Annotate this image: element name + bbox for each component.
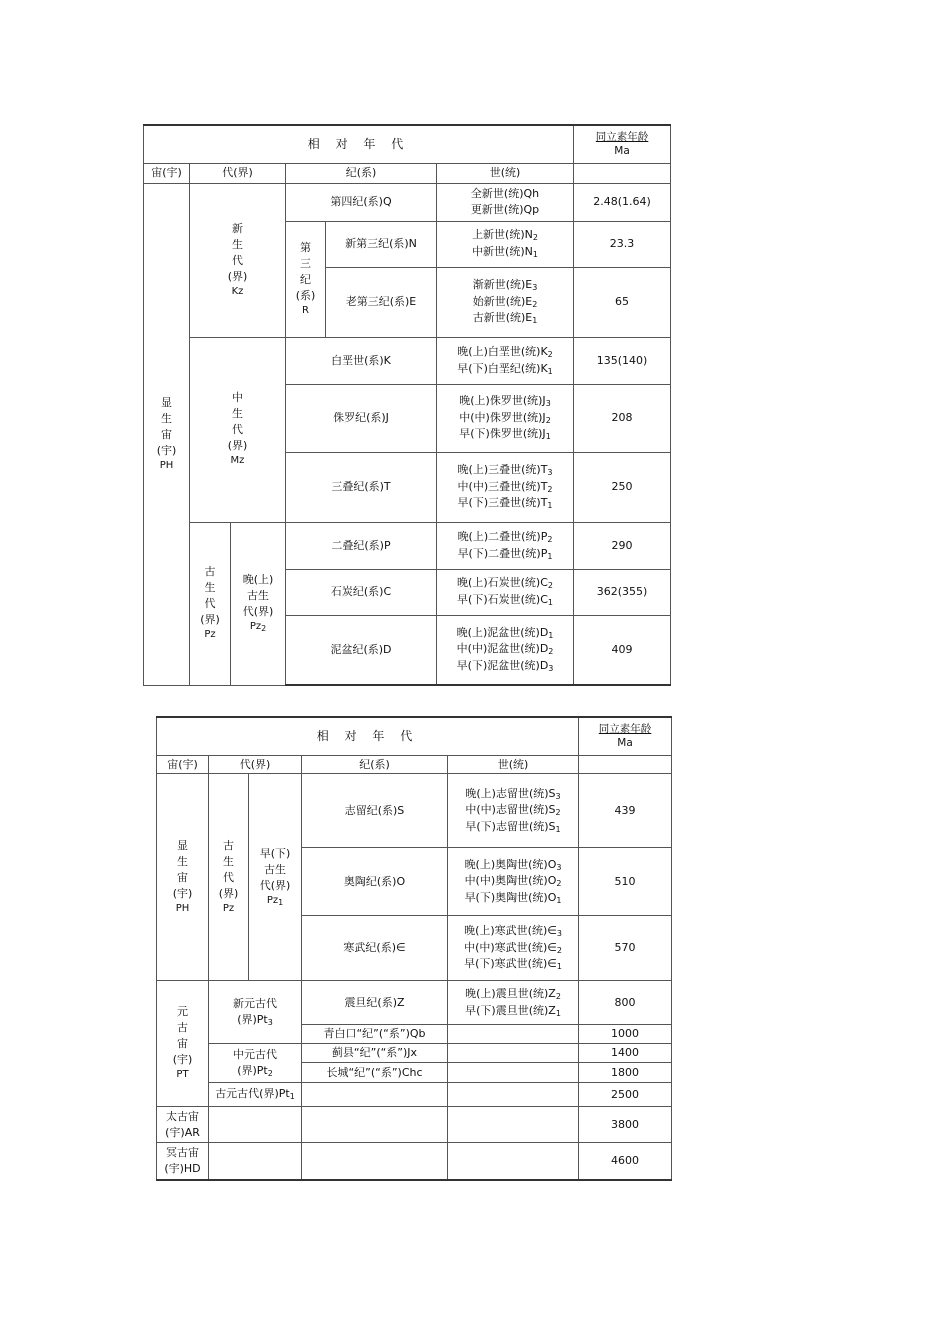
period-quaternary: 第四纪(系)Q — [286, 183, 437, 221]
age-jurassic: 208 — [574, 384, 671, 452]
subscript-digit: 1 — [547, 598, 553, 607]
period-carboniferous: 石炭纪(系)C — [286, 569, 437, 615]
subscript-digit: 1 — [556, 962, 562, 972]
epochs-archean-blank — [448, 1107, 579, 1143]
relative-age-header: 相 对 年 代 — [157, 717, 579, 755]
subscript-digit: 1 — [548, 630, 554, 640]
eon-phanerozoic: 显 生 宙 (宇) PH — [157, 774, 209, 981]
era-paleozoic: 古 生 代 (界) Pz — [209, 774, 249, 981]
subscript-digit: 2 — [547, 484, 553, 494]
period-silurian: 志留纪(系)S — [302, 774, 448, 848]
epochs-silurian: 晚(上)志留世(统)$S_3$ 中(中)志留世(统)$S_2$ 早(下)志留世(统)$S_1$ — [448, 774, 579, 848]
epochs-permian: 晚(上)二叠世(统)$P_2$ 早(下)二叠世(统)$P_1$ — [437, 522, 574, 569]
period-changcheng: 长城“纪”(“系”)Chc — [302, 1063, 448, 1083]
subera-early-paleozoic: 早(下) 古生 代(界) $Pz_1$ — [249, 774, 302, 981]
period-header: 纪(系) — [286, 163, 437, 183]
age-cambrian: 570 — [579, 916, 672, 981]
age-quaternary: 2.48(1.64) — [574, 183, 671, 221]
subscript-digit: 3 — [556, 929, 562, 939]
age-header-blank — [574, 163, 671, 183]
epochs-devonian: 晚(上)泥盆世(统)$D_1$ 中(中)泥盆世(统)$D_2$ 早(下)泥盆世(统)$D_3$ — [437, 615, 574, 685]
period-header: 纪(系) — [302, 755, 448, 774]
eon-archean: 太古宙 (宇)AR — [157, 1107, 209, 1143]
subscript-digit: 2 — [555, 808, 561, 818]
epochs-hadean-blank — [448, 1143, 579, 1180]
subscript-digit: 3 — [532, 283, 538, 293]
epoch-header: 世(统) — [448, 755, 579, 774]
eon-proterozoic: 元 古 宙 (宇) PT — [157, 981, 209, 1107]
eon-phanerozoic: 显 生 宙 (宇) PH — [144, 183, 190, 685]
age-jixian: 1400 — [579, 1044, 672, 1063]
subscript-digit: 3 — [267, 1017, 273, 1027]
period-jixian: 蓟县“纪”(“系”)Jx — [302, 1044, 448, 1063]
subscript-digit: 1 — [556, 895, 562, 905]
epochs-qingbaikou — [448, 1025, 579, 1044]
subscript-digit: 2 — [556, 945, 562, 955]
epochs-jurassic: 晚(上)侏罗世(统)$J_3$ 中(中)侏罗世(统)$J_2$ 早(下)侏罗世(统)$J_1$ — [437, 384, 574, 452]
era-mesozoic: 中 生 代 (界) Mz — [190, 337, 286, 522]
period-ordovician: 奥陶纪(系)O — [302, 848, 448, 916]
subscript-digit: 1 — [532, 250, 538, 259]
subscript-digit: 2 — [267, 1068, 273, 1078]
epochs-carboniferous: 晚(上)石炭世(统)$C_2$ 早(下)石炭世(统)$C_1$ — [437, 569, 574, 615]
eon-header: 宙(宇) — [157, 755, 209, 774]
subscript-digit: 1 — [555, 824, 561, 834]
period-sinian: 震旦纪(系)Z — [302, 981, 448, 1025]
era-paleozoic: 古 生 代 (界) Pz — [190, 522, 231, 685]
subscript-digit: 2 — [532, 299, 538, 309]
eon-hadean: 冥古宙 (宇)HD — [157, 1143, 209, 1180]
period-neogene: 新第三纪(系)N — [326, 221, 437, 267]
age-header-blank — [579, 755, 672, 774]
period-cretaceous: 白垩世(系)K — [286, 337, 437, 384]
epochs-ordovician: 晚(上)奥陶世(统)$O_3$ 中(中)奥陶世(统)$O_2$ 早(下)奥陶世(统)$O_1$ — [448, 848, 579, 916]
subscript-digit: 1 — [545, 432, 551, 442]
subscript-digit: 2 — [555, 992, 561, 1001]
subscript-digit: 1 — [555, 1008, 561, 1018]
subscript-digit: 1 — [289, 1092, 295, 1102]
subscript-digit: 3 — [545, 399, 551, 409]
age-devonian: 409 — [574, 615, 671, 685]
era-hadean-blank — [209, 1143, 302, 1180]
subscript-digit: 3 — [556, 862, 562, 872]
epochs-paleogene: 渐新世(统)$E_3$ 始新世(统)$E_2$ 古新世(统)$E_1$ — [437, 267, 574, 337]
period-paleogene: 老第三纪(系)E — [326, 267, 437, 337]
age-ordovician: 510 — [579, 848, 672, 916]
period-jurassic: 侏罗纪(系)J — [286, 384, 437, 452]
age-permian: 290 — [574, 522, 671, 569]
epochs-neogene: 上新世(统)$N_2$ 中新世(统)$N_1$ — [437, 221, 574, 267]
period-qingbaikou: 青白口“纪”(“系”)Qb — [302, 1025, 448, 1044]
era-header: 代(界) — [209, 755, 302, 774]
subscript-digit: 2 — [548, 647, 554, 657]
age-carboniferous: 362(355) — [574, 569, 671, 615]
epochs-quaternary: 全新世(统)Qh 更新世(统)Qp — [437, 183, 574, 221]
subscript-digit: 3 — [555, 791, 561, 801]
subscript-digit: 2 — [532, 233, 538, 243]
subscript-digit: 3 — [547, 468, 553, 478]
epochs-changcheng — [448, 1063, 579, 1083]
age-hadean: 4600 — [579, 1143, 672, 1180]
epochs-jixian — [448, 1044, 579, 1063]
subscript-digit: 3 — [548, 664, 554, 674]
era-archean-blank — [209, 1107, 302, 1143]
subscript-digit: 1 — [547, 551, 553, 561]
epochs-cambrian: 晚(上)寒武世(统)$\in_3$ 中(中)寒武世(统)$\in_2$ 早(下)寒武世(统)$\in_1$ — [448, 916, 579, 981]
age-changcheng: 1800 — [579, 1063, 672, 1083]
subscript-digit: 2 — [261, 624, 267, 634]
subscript-digit: 1 — [278, 897, 284, 907]
subscript-digit: 1 — [532, 316, 538, 326]
age-silurian: 439 — [579, 774, 672, 848]
era-mesoproterozoic: 中元古代 (界)$Pt_2$ — [209, 1044, 302, 1083]
era-cenozoic: 新 生 代 (界) Kz — [190, 183, 286, 337]
subscript-digit: 1 — [547, 366, 553, 376]
relative-age-header: 相 对 年 代 — [144, 125, 574, 163]
age-triassic: 250 — [574, 452, 671, 522]
subscript-digit: 2 — [547, 349, 553, 359]
subscript-digit: 2 — [547, 534, 553, 544]
period-hadean-blank — [302, 1143, 448, 1180]
epochs-sinian: 晚(上)震旦世(统)$Z_2$ 早(下)震旦世(统)$Z_1$ — [448, 981, 579, 1025]
epochs-paleoproterozoic-blank — [448, 1083, 579, 1107]
era-paleoproterozoic: 古元古代(界)$Pt_1$ — [209, 1083, 302, 1107]
eon-header: 宙(宇) — [144, 163, 190, 183]
period-paleoproterozoic-blank — [302, 1083, 448, 1107]
isotope-age-header: 同立素年龄 Ma — [579, 717, 672, 755]
subscript-digit: 2 — [556, 879, 562, 889]
period-tertiary: 第 三 纪 (系) R — [286, 221, 326, 337]
period-triassic: 三叠纪(系)T — [286, 452, 437, 522]
period-archean-blank — [302, 1107, 448, 1143]
subscript-digit: 2 — [547, 581, 553, 591]
era-neoproterozoic: 新元古代 (界)$Pt_3$ — [209, 981, 302, 1044]
age-qingbaikou: 1000 — [579, 1025, 672, 1044]
period-devonian: 泥盆纪(系)D — [286, 615, 437, 685]
age-cretaceous: 135(140) — [574, 337, 671, 384]
epochs-cretaceous: 晚(上)白垩世(统)$K_2$ 早(下)白垩纪(统)$K_1$ — [437, 337, 574, 384]
age-paleogene: 65 — [574, 267, 671, 337]
subscript-digit: 1 — [547, 501, 553, 511]
age-paleoproterozoic: 2500 — [579, 1083, 672, 1107]
geologic-timescale-table-lower — [156, 716, 672, 1181]
subscript-digit: 2 — [545, 415, 551, 425]
age-archean: 3800 — [579, 1107, 672, 1143]
era-header: 代(界) — [190, 163, 286, 183]
geologic-timescale-table-upper — [143, 124, 671, 686]
age-neogene: 23.3 — [574, 221, 671, 267]
epoch-header: 世(统) — [437, 163, 574, 183]
period-permian: 二叠纪(系)P — [286, 522, 437, 569]
age-sinian: 800 — [579, 981, 672, 1025]
subera-late-paleozoic: 晚(上) 古生 代(界) $Pz_2$ — [231, 522, 286, 685]
period-cambrian: 寒武纪(系)∈ — [302, 916, 448, 981]
epochs-triassic: 晚(上)三叠世(统)$T_3$ 中(中)三叠世(统)$T_2$ 早(下)三叠世(统)$T_1$ — [437, 452, 574, 522]
isotope-age-header: 同立素年龄 Ma — [574, 125, 671, 163]
